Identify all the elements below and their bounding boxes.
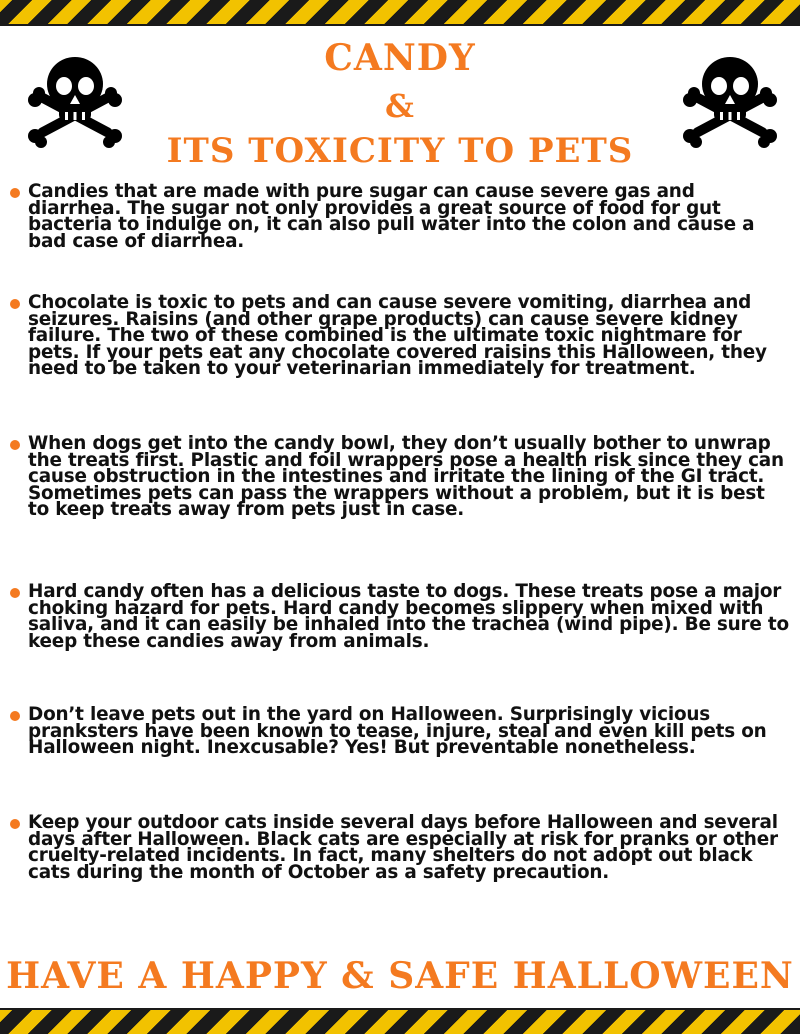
list-item-text: Chocolate is toxic to pets and can cause severe vomiting, diarrhea and seizures. Raisins (and other grape products) can cause severe kidney failure. The two of these combined is the ultimate toxic nightmare for pets. If your pets eat any chocolate covered raisins this Halloween, they need to be taken to your veterinarian immediately for treatment. — [28, 292, 767, 379]
list-item — [10, 181, 790, 252]
list-item — [10, 704, 790, 758]
bullet-dot — [10, 299, 20, 309]
bullet-dot — [10, 588, 20, 598]
footer-banner: HAVE A HAPPY & SAFE HALLOWEEN — [6, 955, 794, 997]
list-item — [10, 433, 790, 520]
bullet-dot — [10, 711, 20, 721]
skull-crossbones-icon — [680, 50, 780, 150]
hazard-stripe-bottom — [0, 1010, 800, 1034]
title-line-toxicity: ITS TOXICITY TO PETS — [166, 131, 634, 171]
stripe-divider-top — [0, 24, 800, 26]
list-item-text: When dogs get into the candy bowl, they don’t usually bother to unwrap the treats first. Plastic and foil wrappers pose a health risk since they can cause obstruction in the intestines and irritate the lining of the GI tract. Sometimes pets can pass the wrappers without a problem, but it is best to keep treats away from pets just in case. — [28, 433, 784, 520]
skull-crossbones-icon — [25, 50, 125, 150]
list-item-text: Don’t leave pets out in the yard on Halloween. Surprisingly vicious pranksters have been known to tease, injure, steal and even kill pets on Halloween night. Inexcusable? Yes! But preventable nonetheless. — [28, 704, 767, 758]
list-item — [10, 581, 790, 652]
title-line-ampersand: & — [385, 87, 415, 125]
list-item-text: Candies that are made with pure sugar can cause severe gas and diarrhea. The sugar not only provides a great source of food for gut bacteria to indulge on, it can also pull water into the colon and cause a bad case of diarrhea. — [28, 181, 755, 252]
bullet-dot — [10, 440, 20, 450]
list-item — [10, 812, 790, 883]
hazard-stripe-top — [0, 0, 800, 24]
title-line-candy: CANDY — [324, 37, 476, 79]
list-item-text: Hard candy often has a delicious taste to dogs. These treats pose a major choking hazard for pets. Hard candy becomes slippery when mixed with saliva, and it can easily be inhaled into the trachea (wind pipe). Be sure to keep these candies away from animals. — [28, 581, 789, 652]
list-item — [10, 292, 790, 379]
bullet-dot — [10, 188, 20, 198]
bullet-dot — [10, 819, 20, 829]
list-item-text: Keep your outdoor cats inside several days before Halloween and several days after Halloween. Black cats are especially at risk for pranks or other cruelty-related incidents. In fact, many shelters do not adopt out black cats during the month of October as a safety precaution. — [28, 812, 778, 883]
